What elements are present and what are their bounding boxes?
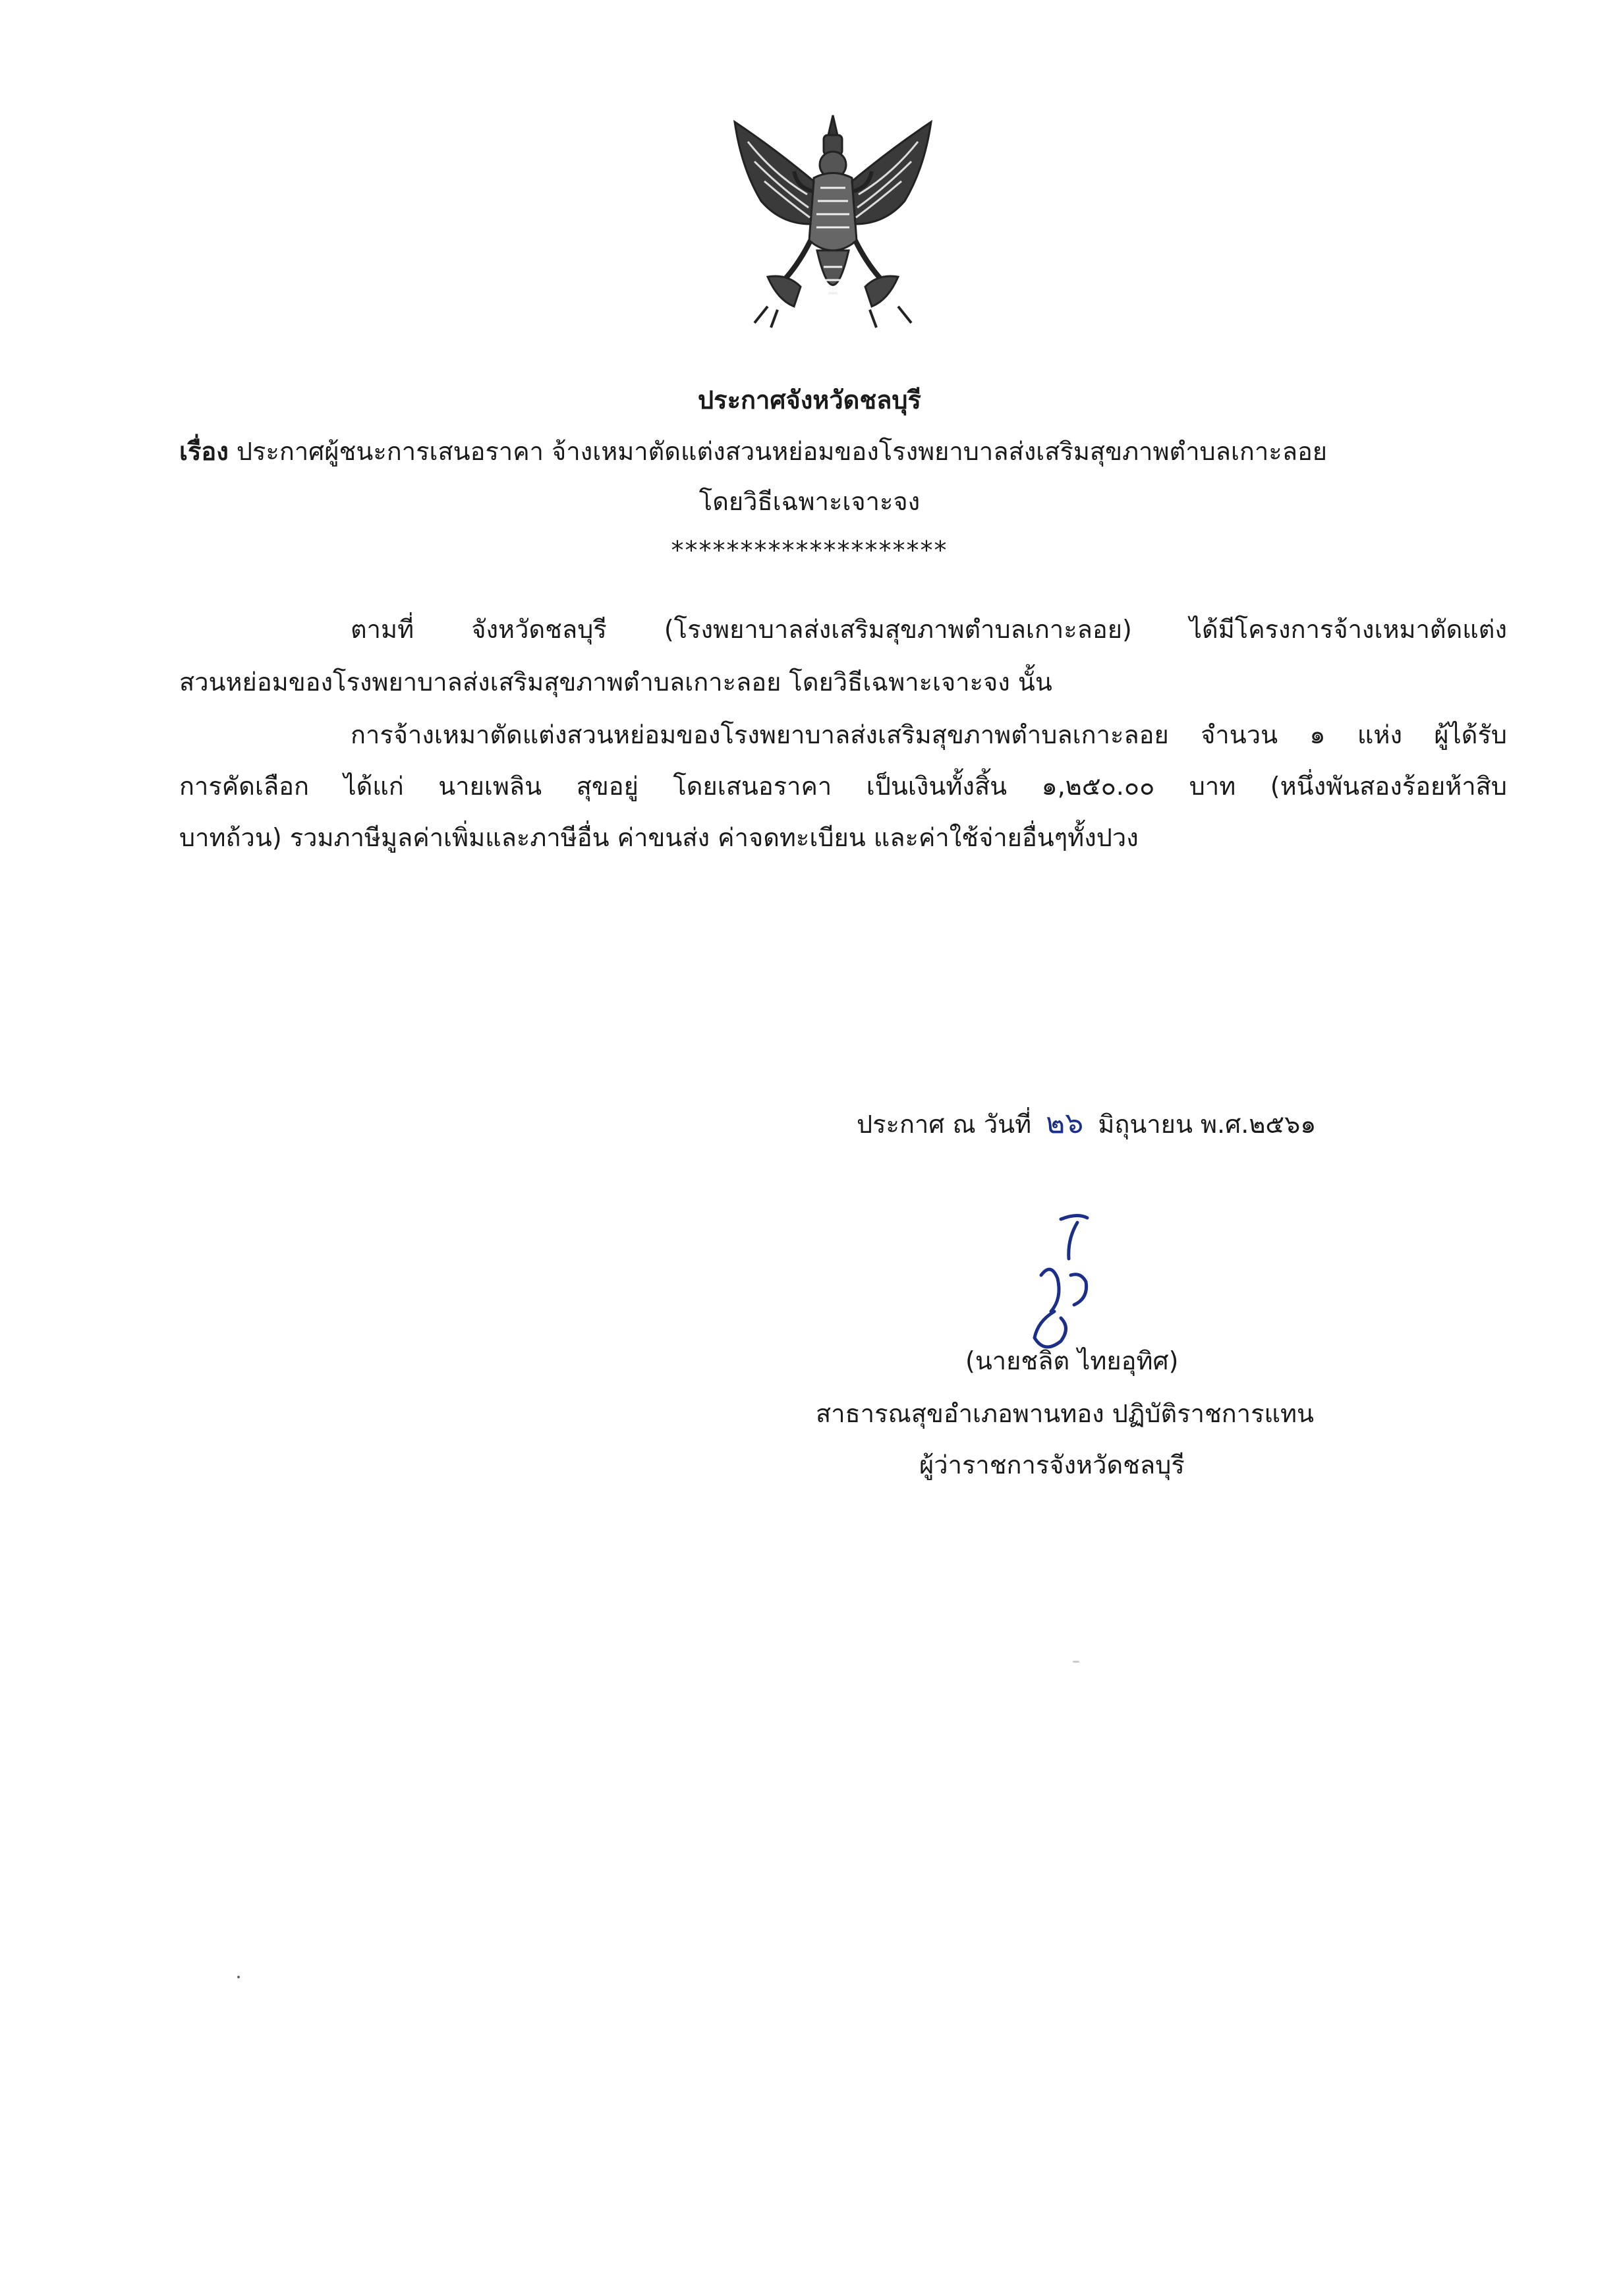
body-paragraph-1-line-2: สวนหย่อมของโรงพยาบาลส่งเสริมสุขภาพตำบลเกาะลอย โดยวิธีเฉพาะเจาะจง นั้น [179,668,1052,697]
body-paragraph-1-line-1: ตามที่ จังหวัดชลบุรี (โรงพยาบาลส่งเสริมสุขภาพตำบลเกาะลอย) ได้มีโครงการจ้างเหมาตัดแต่ง [351,615,1507,644]
scan-speck [1073,1661,1079,1663]
separator-line: ******************** [671,536,948,565]
date-suffix: มิถุนายน พ.ศ.๒๕๖๑ [1098,1110,1317,1139]
signatory-name: (นายชลิต ไทยอุทิศ) [965,1346,1179,1375]
subject-continuation: โดยวิธีเฉพาะเจาะจง [698,487,921,516]
garuda-emblem-icon [728,109,938,333]
page-title: ประกาศจังหวัดชลบุรี [698,386,921,415]
signatory-office: ผู้ว่าราชการจังหวัดชลบุรี [919,1450,1185,1479]
body-paragraph-2-line-3: บาทถ้วน) รวมภาษีมูลค่าเพิ่มและภาษีอื่น ค่าขนส่ง ค่าจดทะเบียน และค่าใช้จ่ายอื่นๆทั้งปวง [179,823,1139,852]
announcement-date [857,1107,1316,1141]
scan-speck [237,1976,240,1978]
subject-text: ประกาศผู้ชนะการเสนอราคา จ้างเหมาตัดแต่งสวนหย่อมของโรงพยาบาลส่งเสริมสุขภาพตำบลเกาะลอย [236,437,1328,466]
body-paragraph-2-line-1: การจ้างเหมาตัดแต่งสวนหย่อมของโรงพยาบาลส่งเสริมสุขภาพตำบลเกาะลอย จำนวน ๑ แห่ง ผู้ได้รับ [351,720,1507,749]
body-paragraph-2-line-2: การคัดเลือก ได้แก่ นายเพลิน สุขอยู่ โดยเสนอราคา เป็นเงินทั้งสิ้น ๑,๒๕๐.๐๐ บาท (หนึ่งพันสองร้อยห้าสิบ [179,772,1507,801]
handwritten-signature [1015,1213,1114,1358]
date-day-handwritten: ๒๖ [1046,1106,1084,1140]
date-prefix: ประกาศ ณ วันที่ [857,1110,1032,1139]
subject-label: เรื่อง [179,437,229,466]
subject-line [179,435,1327,468]
signatory-position: สาธารณสุขอำเภอพานทอง ปฏิบัติราชการแทน [816,1399,1315,1428]
